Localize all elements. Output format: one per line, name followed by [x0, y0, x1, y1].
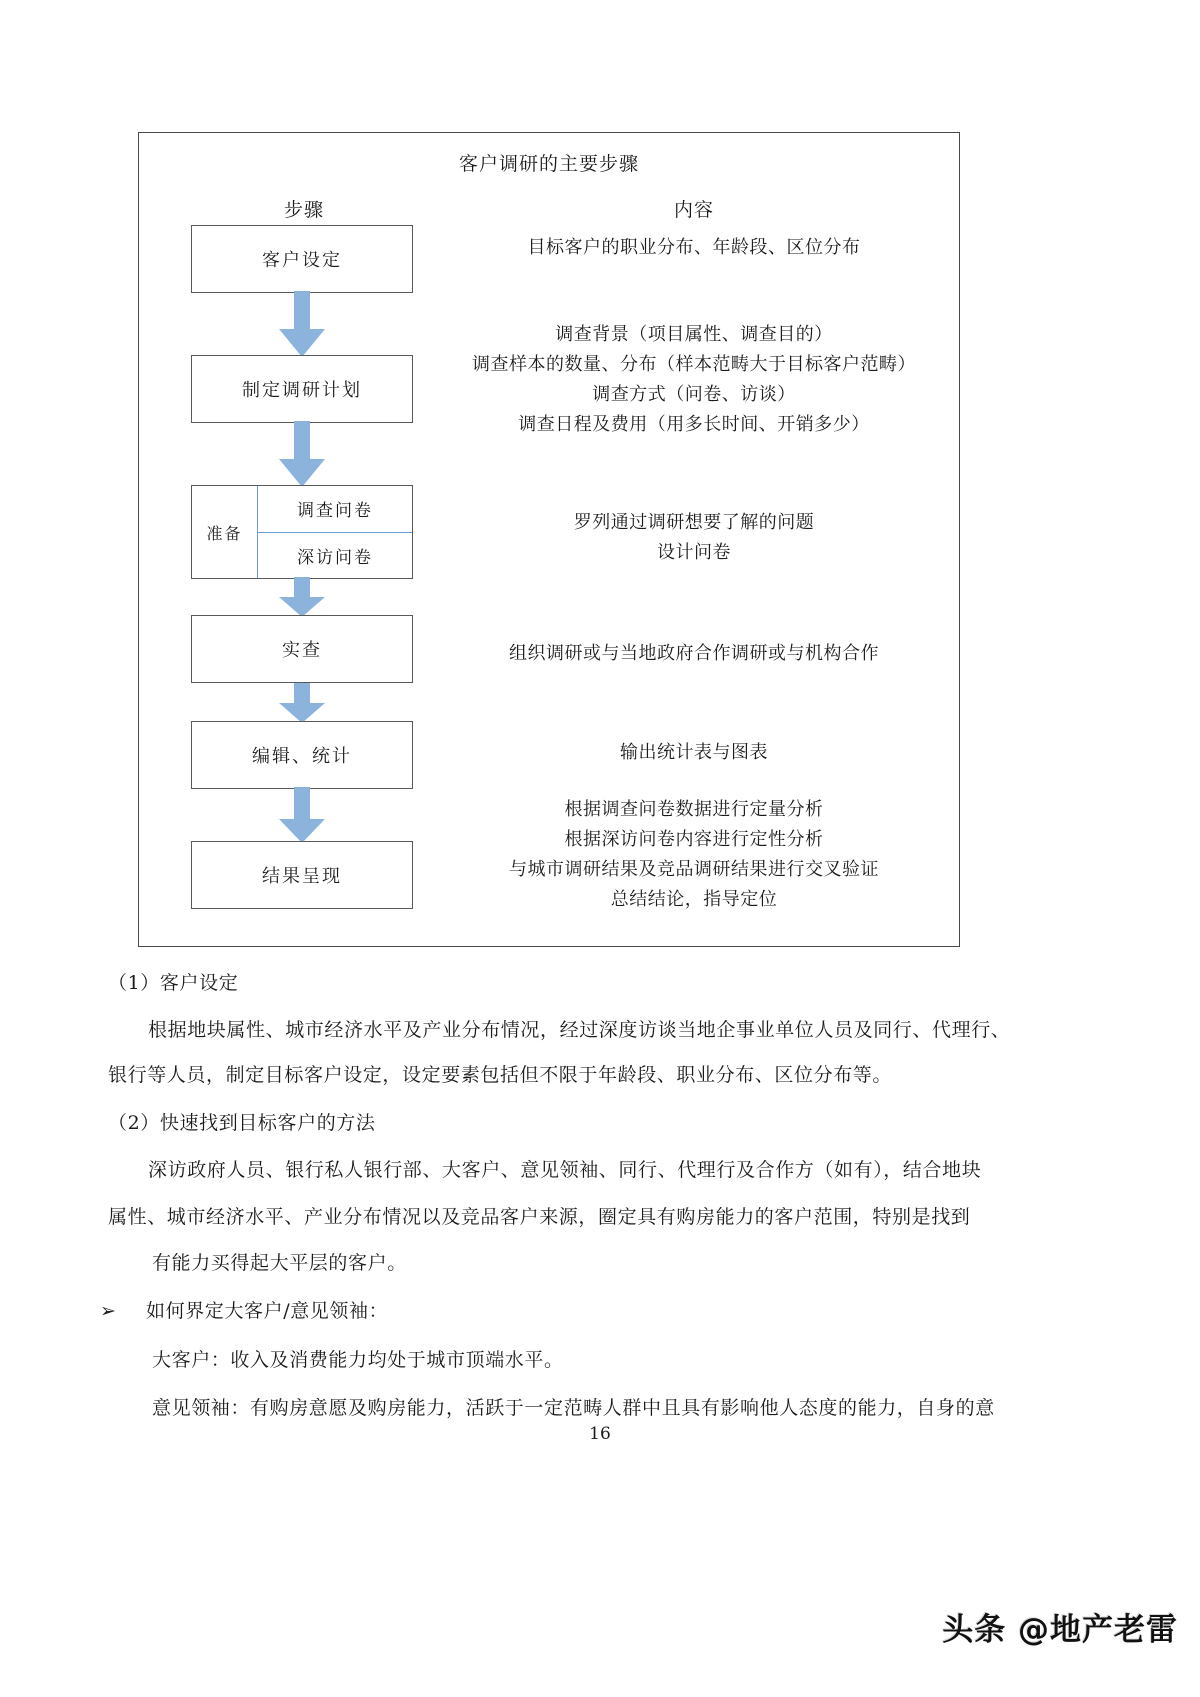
flow-content-2 — [439, 320, 949, 440]
flow-step-label-5: 编辑、统计 — [252, 746, 352, 767]
section-2-paragraph-line-1: 深访政府人员、银行私人银行部、大客户、意见领袖、同行、代理行及合作方（如有），结合地块 — [148, 1159, 982, 1181]
flow-content-line: 根据调查问卷数据进行定量分析 — [564, 799, 824, 820]
flow-step-label-2: 制定调研计划 — [242, 380, 362, 401]
down-arrow-icon-2 — [279, 421, 325, 487]
flow-step-box-4 — [191, 615, 413, 683]
flow-content-4 — [439, 639, 949, 669]
flow-content-line: 罗列通过调研想要了解的问题 — [573, 512, 815, 533]
flow-content-1 — [439, 233, 949, 263]
flow-content-line: 目标客户的职业分布、年龄段、区位分布 — [527, 237, 861, 258]
flow-step-label-4: 实查 — [282, 640, 322, 661]
flow-content-line: 总结结论，指导定位 — [610, 889, 778, 910]
flow-content-line: 调查日程及费用（用多长时间、开销多少） — [518, 414, 870, 435]
section-1-paragraph-line-1: 根据地块属性、城市经济水平及产业分布情况，经过深度访谈当地企事业单位人员及同行、代理行、 — [148, 1019, 1011, 1041]
bullet-item-definition — [100, 1296, 388, 1323]
flow-content-line: 调查背景（项目属性、调查目的） — [555, 324, 833, 345]
column-header-content: 内容 — [673, 199, 714, 221]
definition-opinion-leader: 意见领袖：有购房意愿及购房能力，活跃于一定范畴人群中且具有影响他人态度的能力，自身的意 — [152, 1397, 995, 1419]
flow-content-line: 调查方式（问卷、访谈） — [592, 384, 796, 405]
section-2-heading: （2）快速找到目标客户的方法 — [108, 1112, 376, 1134]
flow-step-box-6 — [191, 841, 413, 909]
flow-content-line: 与城市调研结果及竞品调研结果进行交叉验证 — [509, 859, 879, 880]
flow-step-3-sublabel-1: 调查问卷 — [258, 486, 412, 533]
section-1-heading: （1）客户设定 — [108, 972, 239, 994]
definition-big-client: 大客户：收入及消费能力均处于城市顶端水平。 — [152, 1349, 564, 1371]
column-header-steps: 步骤 — [283, 199, 324, 221]
flow-content-line: 调查样本的数量、分布（样本范畴大于目标客户范畴） — [472, 354, 916, 375]
flow-step-label-1: 客户设定 — [262, 250, 342, 271]
flow-content-line: 输出统计表与图表 — [620, 742, 768, 763]
flowchart-figure — [138, 132, 960, 947]
down-arrow-icon-5 — [279, 787, 325, 843]
watermark-label: 头条 @地产老雷 — [942, 1612, 1178, 1648]
flow-step-box-1 — [191, 225, 413, 293]
section-2-paragraph-line-3: 有能力买得起大平层的客户。 — [152, 1252, 407, 1274]
flow-content-5 — [439, 738, 949, 768]
flow-content-3 — [439, 508, 949, 568]
flow-content-6 — [439, 795, 949, 915]
down-arrow-icon-1 — [279, 291, 325, 357]
flowchart-title: 客户调研的主要步骤 — [458, 153, 639, 175]
flow-step-label-3: 准备 — [192, 486, 258, 578]
flow-step-box-5 — [191, 721, 413, 789]
flow-step-3-sublabels — [258, 486, 412, 578]
down-arrow-icon-4 — [279, 683, 325, 723]
flow-content-line: 根据深访问卷内容进行定性分析 — [564, 829, 824, 850]
flow-step-box-3 — [191, 485, 413, 579]
section-1-paragraph-line-2: 银行等人员，制定目标客户设定，设定要素包括但不限于年龄段、职业分布、区位分布等。 — [108, 1064, 893, 1086]
flow-step-box-2 — [191, 355, 413, 423]
page-number: 16 — [589, 1424, 611, 1444]
flow-content-line: 设计问卷 — [657, 542, 731, 563]
section-2-paragraph-line-2: 属性、城市经济水平、产业分布情况以及竞品客户来源，圈定具有购房能力的客户范围，特别是找到 — [108, 1206, 971, 1228]
flow-step-3-sublabel-2: 深访问卷 — [297, 547, 373, 568]
bullet-arrow-icon: ➢ — [100, 1300, 117, 1322]
flow-content-line: 组织调研或与当地政府合作调研或与机构合作 — [509, 643, 879, 664]
flow-step-label-6: 结果呈现 — [262, 866, 342, 887]
down-arrow-icon-3 — [279, 577, 325, 617]
bullet-heading-label: 如何界定大客户/意见领袖： — [146, 1300, 389, 1322]
